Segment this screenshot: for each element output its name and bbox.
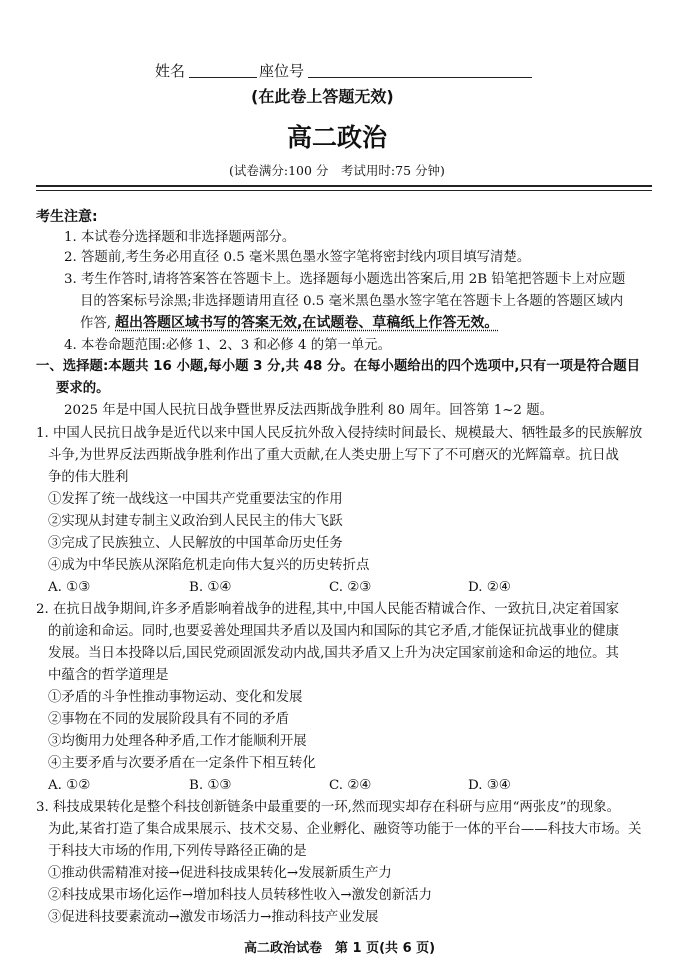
question-2-option: ④主要矛盾与次要矛盾在一定条件下相互转化	[48, 756, 316, 771]
question-1-option: ③完成了民族独立、人民解放的中国革命历史任务	[48, 536, 343, 551]
invalid-notice: (在此卷上答题无效)	[251, 87, 394, 106]
question-1-choice-c: C. ②③	[329, 580, 372, 595]
section-heading: 一、选择题:本题共 16 小题,每小题 3 分,共 48 分。在每小题给出的四个选项中,只有一项是符合题目	[36, 359, 641, 374]
name-blank	[189, 77, 257, 78]
header-divider	[36, 185, 652, 187]
seat-blank	[308, 77, 532, 78]
exam-meta: (试卷满分:100 分 考试用时:75 分钟)	[229, 163, 445, 178]
header-divider-thin	[36, 190, 652, 191]
notice-heading: 考生注意:	[36, 209, 98, 225]
question-1-stem: 争的伟大胜利	[48, 470, 129, 485]
question-1-option: ②实现从封建专制主义政治到人民民主的伟大飞跃	[48, 514, 343, 529]
question-3-option: ③促进科技要素流动→激发市场活力→推动科技产业发展	[48, 910, 379, 925]
question-3-stem: 于科技大市场的作用,下列传导路径正确的是	[48, 844, 307, 859]
notice-item: 4. 本卷命题范围:必修 1、2、3 和必修 4 的第一单元。	[64, 338, 392, 353]
question-2-option: ②事物在不同的发展阶段具有不同的矛盾	[48, 712, 290, 727]
question-2-stem: 2. 在抗日战争期间,许多矛盾影响着战争的进程,其中,中国人民能否精诚合作、一致抗日,决定着国家	[36, 602, 620, 617]
question-3-option: ②科技成果市场化运作→增加科技人员转移性收入→激发创新活力	[48, 888, 432, 903]
question-2-choice-a: A. ①②	[48, 778, 91, 793]
question-3-stem: 3. 科技成果转化是整个科技创新链条中最重要的一环,然而现实却存在科研与应用“两张皮”的现象。	[36, 800, 620, 815]
question-2-choice-c: C. ②④	[329, 778, 372, 793]
question-1-stem: 1. 中国人民抗日战争是近代以来中国人民反抗外敌入侵持续时间最长、规模最大、牺牲最多的民族解放	[36, 426, 643, 441]
section-heading-cont: 要求的。	[56, 381, 110, 396]
notice-emphasis: 超出答题区域书写的答案无效,在试题卷、草稿纸上作答无效。	[115, 315, 499, 331]
notice-item: 2. 答题前,考生务必用直径 0.5 毫米黑色墨水签字笔将密封线内项目填写清楚。	[64, 250, 531, 265]
question-1-stem: 斗争,为世界反法西斯战争胜利作出了重大贡献,在人类史册上写下了不可磨灭的光辉篇章。抗日战	[48, 448, 619, 463]
question-1-option: ①发挥了统一战线这一中国共产党重要法宝的作用	[48, 492, 343, 507]
question-2-choice-d: D. ③④	[468, 778, 511, 793]
question-2-option: ①矛盾的斗争性推动事物运动、变化和发展	[48, 690, 303, 705]
question-1-choice-a: A. ①③	[48, 580, 91, 595]
notice-item: 目的答案标号涂黑;非选择题请用直径 0.5 毫米黑色墨水签字笔在答题卡上各题的答题区域内	[80, 294, 624, 309]
page-title: 高二政治	[287, 123, 388, 152]
question-2-choice-b: B. ①③	[189, 778, 232, 793]
question-1-choice-d: D. ②④	[468, 580, 511, 595]
notice-item: 3. 考生作答时,请将答案答在答题卡上。选择题每小题选出答案后,用 2B 铅笔把答题卡上对应题	[64, 272, 626, 287]
notice-item: 作答,	[80, 316, 112, 331]
page-footer: 高二政治试卷 第 1 页(共 6 页)	[244, 941, 436, 956]
question-1-choice-b: B. ①④	[189, 580, 232, 595]
notice-item: 1. 本试卷分选择题和非选择题两部分。	[64, 230, 296, 245]
question-3-stem: 为此,某省打造了集合成果展示、技术交易、企业孵化、融资等功能于一体的平台——科技大市场。关	[48, 822, 642, 837]
section-intro: 2025 年是中国人民抗日战争暨世界反法西斯战争胜利 80 周年。回答第 1~2 题。	[64, 403, 553, 418]
question-2-stem: 发展。当日本投降以后,国民党顽固派发动内战,国共矛盾又上升为决定国家前途和命运的地位。其	[48, 646, 619, 661]
question-2-stem: 的前途和命运。同时,也要妥善处理国共矛盾以及国内和国际的其它矛盾,才能保证抗战事业的健康	[48, 624, 619, 639]
name-label: 姓名	[155, 62, 186, 80]
question-3-option: ①推动供需精准对接→促进科技成果转化→发展新质生产力	[48, 866, 392, 881]
seat-label: 座位号	[259, 62, 305, 80]
question-2-option: ③均衡用力处理各种矛盾,工作才能顺利开展	[48, 734, 307, 749]
question-2-stem: 中蕴含的哲学道理是	[48, 668, 169, 683]
question-1-option: ④成为中华民族从深陷危机走向伟大复兴的历史转折点	[48, 558, 370, 573]
